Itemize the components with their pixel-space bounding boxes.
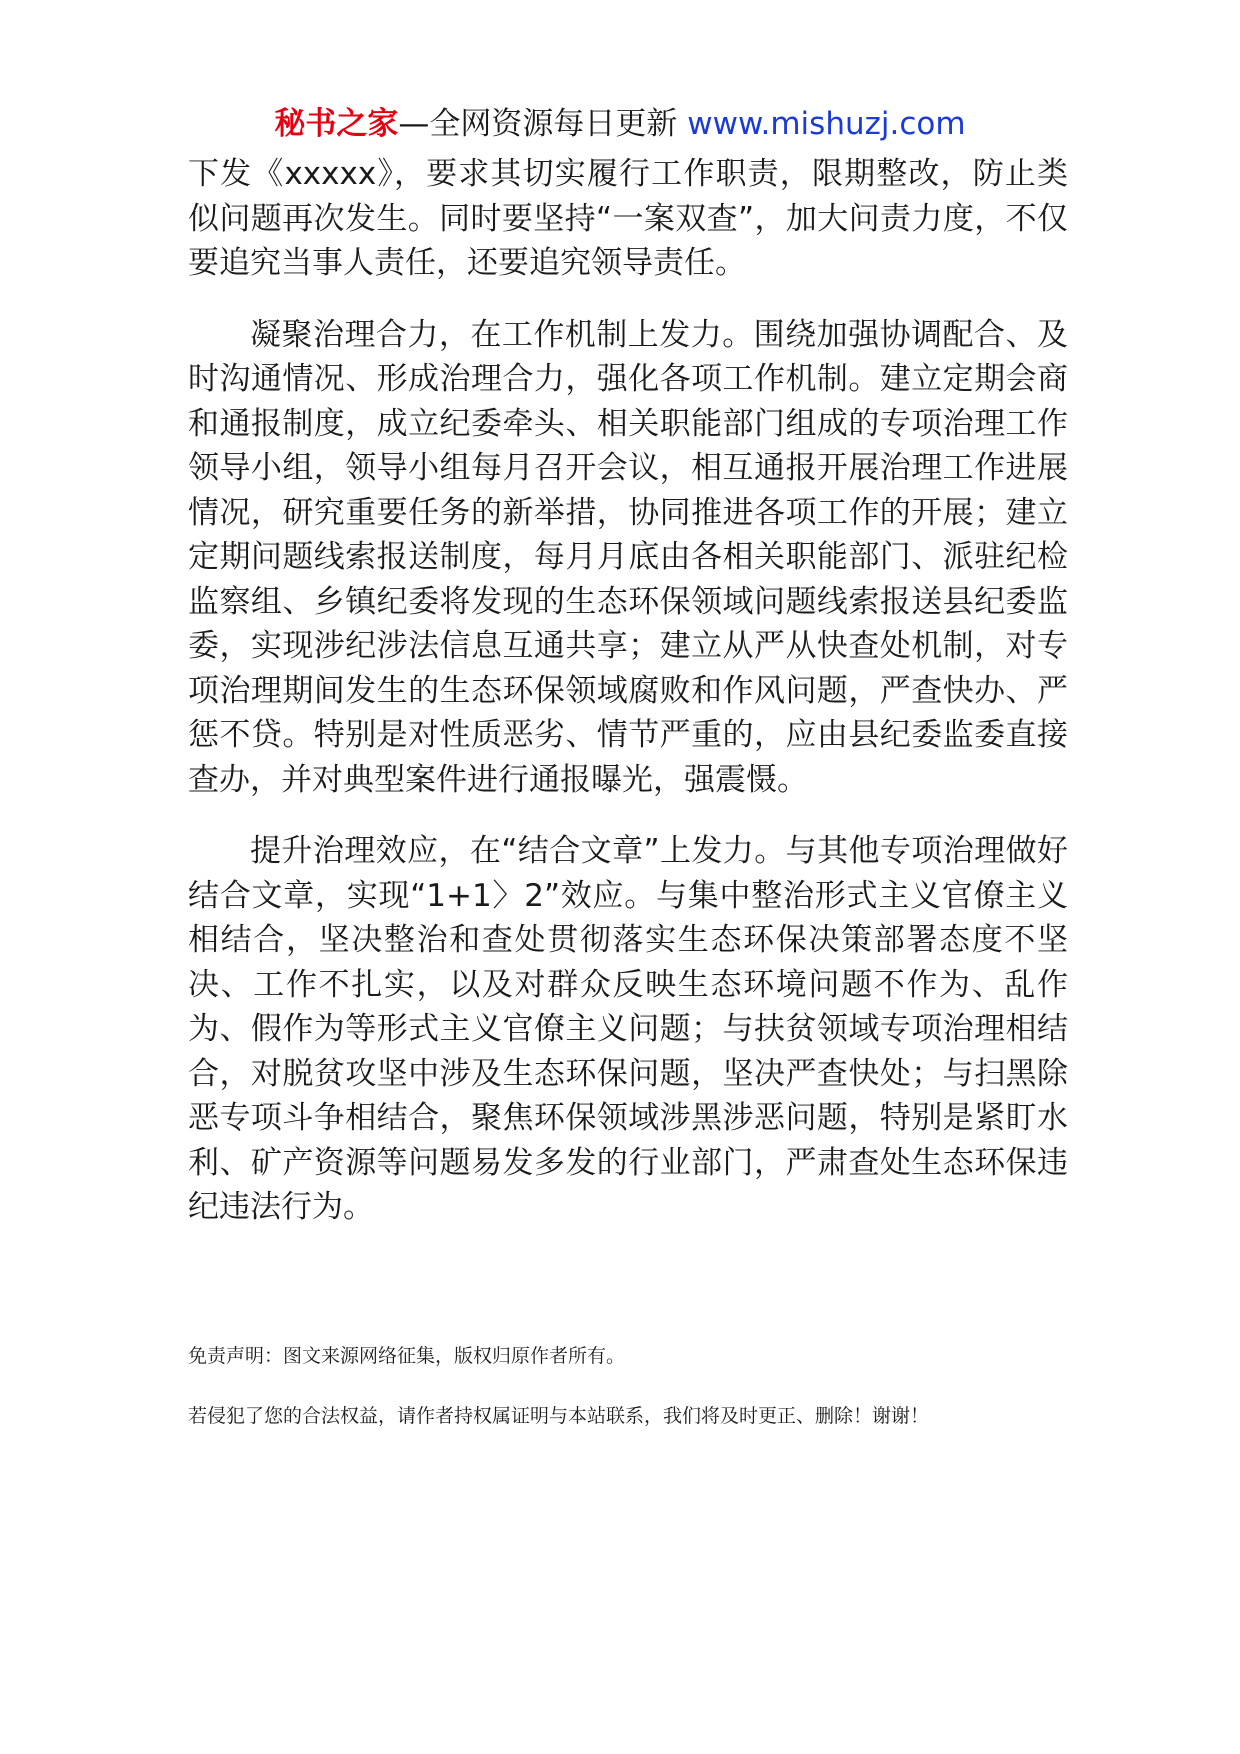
document-body (188, 152, 1068, 1230)
paragraph-work-mechanism: 凝聚治理合力，在工作机制上发力。围绕加强协调配合、及时沟通情况、形成治理合力，强化各项工作机制。建立定期会商和通报制度，成立纪委牵头、相关职能部门组成的专项治理工作领导小组，领导小组每月召开会议，相互通报开展治理工作进展情况，研究重要任务的新举措，协同推进各项工作的开展；建立定期问题线索报送制度，每月月底由各相关职能部门、派驻纪检监察组、乡镇纪委将发现的生态环保领域问题线索报送县纪委监委，实现涉纪涉法信息互通共享；建立从严从快查处机制，对专项治理期间发生的生态环保领域腐败和作风问题，严查快办、严惩不贷。特别是对性质恶劣、情节严重的，应由县纪委监委直接查办，并对典型案件进行通报曝光，强震慑。 (188, 316, 1068, 798)
disclaimer-copyright: 免责声明：图文来源网络征集，版权归原作者所有。 (188, 1345, 626, 1367)
site-brand: 秘书之家 (274, 106, 399, 142)
disclaimer-contact: 若侵犯了您的合法权益，请作者持权属证明与本站联系，我们将及时更正、删除！谢谢！ (188, 1405, 930, 1427)
site-header (0, 104, 1240, 144)
site-tagline: —全网资源每日更新 (398, 106, 688, 142)
paragraph-continued: 下发《xxxxx》，要求其切实履行工作职责，限期整改，防止类似问题再次发生。同时要坚持“一案双查”，加大问责力度，不仅要追究当事人责任，还要追究领导责任。 (188, 156, 1068, 281)
site-url-link[interactable]: www.mishuzj.com (687, 106, 966, 142)
paragraph-governance-effect: 提升治理效应，在“结合文章”上发力。与其他专项治理做好结合文章，实现“1+1〉2”效应。与集中整治形式主义官僚主义相结合，坚决整治和查处贯彻落实生态环保决策部署态度不坚决、工作不扎实，以及对群众反映生态环境问题不作为、乱作为、假作为等形式主义官僚主义问题；与扶贫领域专项治理相结合，对脱贫攻坚中涉及生态环保问题，坚决严查快处；与扫黑除恶专项斗争相结合，聚焦环保领域涉黑涉恶问题，特别是紧盯水利、矿产资源等问题易发多发的行业部门，严肃查处生态环保违纪违法行为。 (188, 833, 1068, 1225)
